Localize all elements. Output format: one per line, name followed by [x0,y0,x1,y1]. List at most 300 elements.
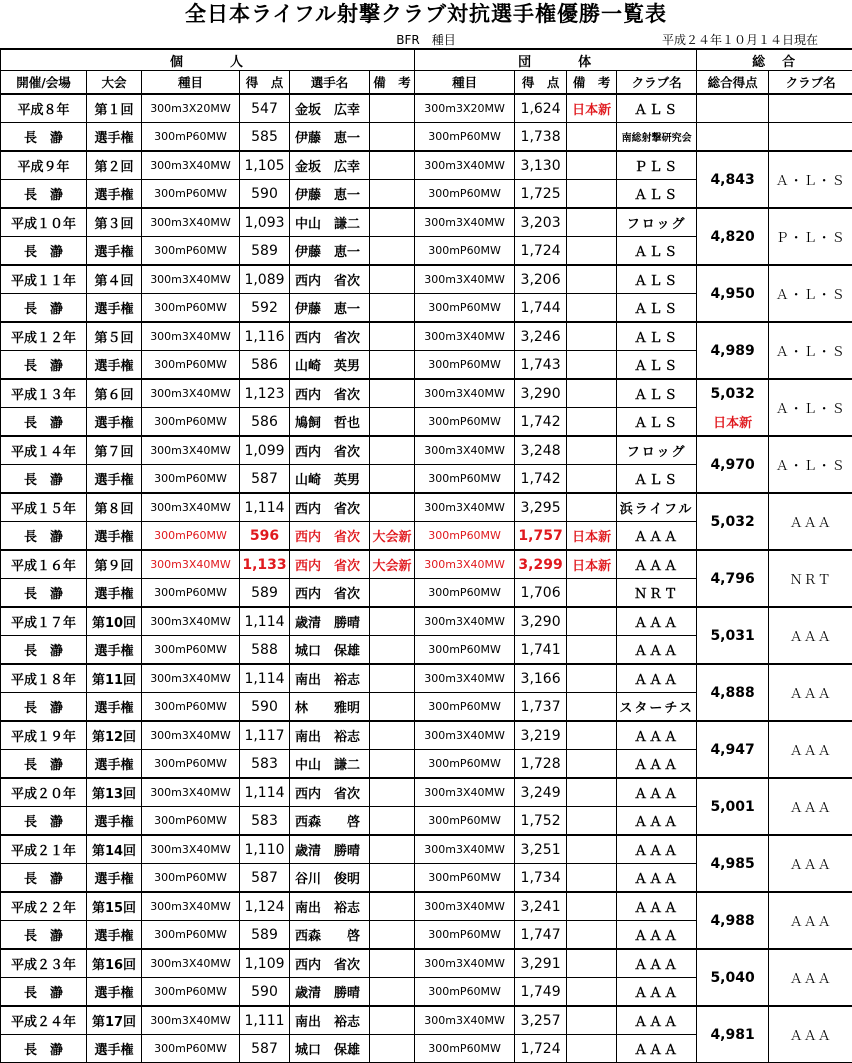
table-row [1,1006,852,1035]
player-cell: 南出 裕志 [290,892,370,921]
team-score-cell: 3,219 [515,721,567,750]
type-cell: 選手権 [87,1035,142,1063]
venue-cell: 長 瀞 [1,807,87,836]
team-score-cell: 3,251 [515,835,567,864]
year-cell: 平成２０年 [1,778,87,807]
event-cell: 300mP60MW [142,123,240,152]
meet-cell: 第９回 [87,550,142,579]
team-event-cell: 300mP60MW [415,237,515,266]
col-score: 得 点 [240,71,290,95]
total-club-cell: Ａ・Ｌ・Ｓ [769,265,852,322]
year-cell: 平成１９年 [1,721,87,750]
event-cell: 300m3X40MW [142,265,240,294]
team-event-cell: 300m3X40MW [415,493,515,522]
player-cell: 西内 省次 [290,379,370,408]
venue-cell: 長 瀞 [1,636,87,665]
player-cell: 西内 省次 [290,322,370,351]
team-score-cell: 1,724 [515,1035,567,1063]
team-event-cell: 300m3X40MW [415,550,515,579]
type-cell: 選手権 [87,465,142,494]
score-cell: 585 [240,123,290,152]
table-row [1,123,852,152]
note-cell: 大会新 [370,550,415,579]
note-cell [370,151,415,180]
event-cell: 300m3X40MW [142,379,240,408]
club-cell: ＡＡＡ [617,721,697,750]
team-event-cell: 300mP60MW [415,750,515,779]
team-score-cell: 3,248 [515,436,567,465]
note-cell [370,1006,415,1035]
team-event-cell: 300mP60MW [415,294,515,323]
as-of-date: 平成２４年１０月１４日現在 [662,31,818,48]
type-cell: 選手権 [87,522,142,551]
venue-cell: 長 瀞 [1,1035,87,1063]
club-cell: ＡＬＳ [617,294,697,323]
type-cell: 選手権 [87,693,142,722]
event-cell: 300mP60MW [142,1035,240,1063]
team-note-cell [567,636,617,665]
total-club-cell: Ａ・Ｌ・Ｓ [769,322,852,379]
event-cell: 300m3X40MW [142,835,240,864]
event-cell: 300m3X40MW [142,550,240,579]
note-cell [370,237,415,266]
total-cell: 4,950 [697,265,769,322]
player-cell: 西森 啓 [290,921,370,950]
team-note-cell [567,978,617,1007]
club-cell: ＡＬＳ [617,379,697,408]
team-score-cell: 3,249 [515,778,567,807]
team-score-cell: 1,738 [515,123,567,152]
year-cell: 平成１４年 [1,436,87,465]
team-event-cell: 300m3X40MW [415,778,515,807]
event-cell: 300mP60MW [142,693,240,722]
player-cell: 西内 省次 [290,778,370,807]
total-cell [697,123,769,152]
team-event-cell: 300m3X40MW [415,322,515,351]
club-cell: フロッグ [617,208,697,237]
team-score-cell: 1,742 [515,408,567,437]
player-cell: 谷川 俊明 [290,864,370,893]
club-cell: ＰＬＳ [617,151,697,180]
team-note-cell [567,664,617,693]
team-score-cell: 3,257 [515,1006,567,1035]
player-cell: 山崎 英男 [290,351,370,380]
club-cell: ＡＡＡ [617,1035,697,1063]
team-event-cell: 300m3X40MW [415,436,515,465]
total-cell: 4,796 [697,550,769,607]
total-club-cell: ＮＲＴ [769,550,852,607]
player-cell: 伊藤 恵一 [290,123,370,152]
event-cell: 300mP60MW [142,294,240,323]
event-cell: 300m3X20MW [142,94,240,123]
note-cell [370,693,415,722]
type-cell: 選手権 [87,579,142,608]
col-club: クラブ名 [617,71,697,95]
type-cell: 選手権 [87,864,142,893]
note-cell [370,835,415,864]
team-score-cell: 3,290 [515,379,567,408]
page-title: 全日本ライフル射撃クラブ対抗選手権優勝一覧表 [0,0,852,28]
table-row [1,265,852,294]
team-event-cell: 300m3X20MW [415,94,515,123]
col-note: 備 考 [370,71,415,95]
team-event-cell: 300m3X40MW [415,208,515,237]
table-row [1,208,852,237]
team-note-cell [567,351,617,380]
header-team: 団 体 [415,50,697,71]
player-cell: 南出 裕志 [290,1006,370,1035]
score-cell: 583 [240,807,290,836]
team-score-cell: 3,291 [515,949,567,978]
year-cell: 平成１１年 [1,265,87,294]
total-club-cell: ＡＡＡ [769,664,852,721]
note-cell [370,294,415,323]
team-note-cell [567,778,617,807]
score-cell: 590 [240,180,290,209]
team-event-cell: 300mP60MW [415,807,515,836]
col-team-note: 備 考 [567,71,617,95]
note-cell [370,465,415,494]
player-cell: 中山 謙二 [290,208,370,237]
team-note-cell [567,379,617,408]
note-cell [370,208,415,237]
team-note-cell: 日本新 [567,550,617,579]
table-row [1,408,852,437]
club-cell: ＡＡＡ [617,835,697,864]
score-cell: 587 [240,465,290,494]
note-cell [370,721,415,750]
team-score-cell: 1,744 [515,294,567,323]
score-cell: 590 [240,693,290,722]
player-cell: 伊藤 恵一 [290,294,370,323]
table-row [1,892,852,921]
club-cell: ＡＡＡ [617,949,697,978]
team-event-cell: 300mP60MW [415,921,515,950]
event-cell: 300m3X40MW [142,493,240,522]
meet-cell: 第２回 [87,151,142,180]
event-cell: 300mP60MW [142,807,240,836]
type-cell: 選手権 [87,180,142,209]
team-event-cell: 300m3X40MW [415,151,515,180]
total-cell: 5,001 [697,778,769,835]
table-row [1,607,852,636]
total-cell: 4,970 [697,436,769,493]
player-cell: 鳩飼 哲也 [290,408,370,437]
year-cell: 平成２１年 [1,835,87,864]
team-event-cell: 300mP60MW [415,636,515,665]
player-cell: 歳清 勝晴 [290,835,370,864]
team-event-cell: 300mP60MW [415,693,515,722]
event-cell: 300mP60MW [142,978,240,1007]
player-cell: 西内 省次 [290,579,370,608]
table-row [1,949,852,978]
club-cell: スターチス [617,693,697,722]
event-cell: 300mP60MW [142,351,240,380]
note-cell [370,94,415,123]
team-score-cell: 1,749 [515,978,567,1007]
event-cell: 300m3X40MW [142,721,240,750]
team-event-cell: 300mP60MW [415,351,515,380]
year-cell: 平成１６年 [1,550,87,579]
event-cell: 300m3X40MW [142,322,240,351]
team-note-cell [567,436,617,465]
team-note-cell [567,465,617,494]
total-club-cell: ＡＡＡ [769,607,852,664]
team-note-cell [567,721,617,750]
col-venue: 開催/会場 [1,71,87,95]
table-row [1,778,852,807]
club-cell: ＡＡＡ [617,522,697,551]
team-score-cell: 3,299 [515,550,567,579]
venue-cell: 長 瀞 [1,522,87,551]
meet-cell: 第３回 [87,208,142,237]
year-cell: 平成１０年 [1,208,87,237]
score-cell: 1,109 [240,949,290,978]
team-note-cell [567,1035,617,1063]
year-cell: 平成２４年 [1,1006,87,1035]
team-note-cell [567,892,617,921]
venue-cell: 長 瀞 [1,123,87,152]
team-event-cell: 300m3X40MW [415,949,515,978]
team-note-cell [567,180,617,209]
meet-cell: 第12回 [87,721,142,750]
note-cell [370,379,415,408]
club-cell: ＡＡＡ [617,636,697,665]
team-note-cell [567,807,617,836]
note-cell [370,949,415,978]
team-event-cell: 300mP60MW [415,522,515,551]
score-cell: 1,093 [240,208,290,237]
club-cell: ＡＡＡ [617,807,697,836]
club-cell: ＮＲＴ [617,579,697,608]
note-cell [370,978,415,1007]
score-cell: 587 [240,1035,290,1063]
team-note-cell [567,123,617,152]
total-club-cell: ＡＡＡ [769,721,852,778]
player-cell: 西内 省次 [290,265,370,294]
team-note-cell [567,750,617,779]
team-event-cell: 300m3X40MW [415,379,515,408]
header-overall: 総 合 [697,50,852,71]
team-score-cell: 3,290 [515,607,567,636]
score-cell: 1,114 [240,778,290,807]
club-cell: ＡＡＡ [617,864,697,893]
meet-cell: 第15回 [87,892,142,921]
team-note-cell [567,208,617,237]
team-score-cell: 3,246 [515,322,567,351]
meet-cell: 第10回 [87,607,142,636]
year-cell: 平成８年 [1,94,87,123]
venue-cell: 長 瀞 [1,180,87,209]
total-club-cell: Ｐ・Ｌ・Ｓ [769,208,852,265]
note-cell [370,579,415,608]
total-club-cell: ＡＡＡ [769,493,852,550]
meet-cell: 第７回 [87,436,142,465]
score-cell: 1,114 [240,493,290,522]
player-cell: 南出 裕志 [290,664,370,693]
meet-cell: 第14回 [87,835,142,864]
event-cell: 300mP60MW [142,522,240,551]
year-cell: 平成１２年 [1,322,87,351]
player-cell: 山崎 英男 [290,465,370,494]
venue-cell: 長 瀞 [1,237,87,266]
note-cell [370,864,415,893]
note-cell [370,408,415,437]
total-club-cell: ＡＡＡ [769,1006,852,1063]
team-score-cell: 1,737 [515,693,567,722]
team-note-cell [567,237,617,266]
team-score-cell: 3,241 [515,892,567,921]
type-cell: 選手権 [87,921,142,950]
score-cell: 1,116 [240,322,290,351]
event-cell: 300mP60MW [142,864,240,893]
header-individual: 個 人 [1,50,415,71]
venue-cell: 長 瀞 [1,750,87,779]
team-score-cell: 1,734 [515,864,567,893]
player-cell: 金坂 広幸 [290,151,370,180]
type-cell: 選手権 [87,237,142,266]
club-cell: ＡＡＡ [617,664,697,693]
team-note-cell [567,408,617,437]
team-event-cell: 300m3X40MW [415,607,515,636]
total-cell: 4,843 [697,151,769,208]
col-team-score: 得 点 [515,71,567,95]
player-cell: 金坂 広幸 [290,94,370,123]
team-event-cell: 300mP60MW [415,465,515,494]
col-total-club: クラブ名 [769,71,852,95]
table-row [1,94,852,123]
team-score-cell: 1,728 [515,750,567,779]
score-cell: 1,099 [240,436,290,465]
score-cell: 592 [240,294,290,323]
club-cell: ＡＡＡ [617,750,697,779]
year-cell: 平成１５年 [1,493,87,522]
meet-cell: 第６回 [87,379,142,408]
event-cell: 300mP60MW [142,636,240,665]
player-cell: 南出 裕志 [290,721,370,750]
table-row [1,322,852,351]
team-note-cell [567,265,617,294]
results-table [0,49,852,1063]
score-cell: 1,117 [240,721,290,750]
note-cell [370,1035,415,1063]
team-event-cell: 300mP60MW [415,123,515,152]
club-cell: ＡＡＡ [617,978,697,1007]
player-cell: 伊藤 恵一 [290,237,370,266]
player-cell: 西内 省次 [290,522,370,551]
total-cell: 5,032 [697,493,769,550]
club-cell: ＡＡＡ [617,892,697,921]
col-meet: 大会 [87,71,142,95]
club-cell: フロッグ [617,436,697,465]
total-club-cell: ＡＡＡ [769,835,852,892]
club-cell: ＡＡＡ [617,550,697,579]
score-cell: 1,114 [240,664,290,693]
player-cell: 城口 保雄 [290,1035,370,1063]
event-cell: 300mP60MW [142,579,240,608]
total-club-cell: ＡＡＡ [769,949,852,1006]
type-cell: 選手権 [87,294,142,323]
team-event-cell: 300m3X40MW [415,664,515,693]
club-cell: ＡＡＡ [617,921,697,950]
team-note-cell [567,294,617,323]
score-cell: 588 [240,636,290,665]
team-event-cell: 300m3X40MW [415,892,515,921]
team-score-cell: 1,757 [515,522,567,551]
score-cell: 1,124 [240,892,290,921]
club-cell: ＡＡＡ [617,1006,697,1035]
team-note-cell: 日本新 [567,94,617,123]
note-cell [370,322,415,351]
total-cell: 4,947 [697,721,769,778]
meet-cell: 第11回 [87,664,142,693]
club-cell: ＡＬＳ [617,237,697,266]
meet-cell: 第４回 [87,265,142,294]
note-cell: 大会新 [370,522,415,551]
table-row [1,721,852,750]
event-cell: 300m3X40MW [142,1006,240,1035]
event-cell: 300m3X40MW [142,208,240,237]
team-note-cell [567,493,617,522]
team-note-cell [567,921,617,950]
venue-cell: 長 瀞 [1,465,87,494]
team-note-cell [567,864,617,893]
player-cell: 歳清 勝晴 [290,978,370,1007]
score-cell: 1,111 [240,1006,290,1035]
score-cell: 1,114 [240,607,290,636]
team-score-cell: 1,706 [515,579,567,608]
player-cell: 歳清 勝晴 [290,607,370,636]
meet-cell: 第８回 [87,493,142,522]
team-score-cell: 1,624 [515,94,567,123]
event-cell: 300m3X40MW [142,949,240,978]
meet-cell: 第17回 [87,1006,142,1035]
event-cell: 300mP60MW [142,465,240,494]
total-cell: 4,988 [697,892,769,949]
type-cell: 選手権 [87,408,142,437]
year-cell: 平成２３年 [1,949,87,978]
total-cell: 4,981 [697,1006,769,1063]
score-cell: 596 [240,522,290,551]
club-cell: ＡＬＳ [617,408,697,437]
total-cell: 4,820 [697,208,769,265]
event-subtitle: BFR 種目 [0,31,852,48]
score-cell: 1,105 [240,151,290,180]
club-cell: ＡＬＳ [617,180,697,209]
meet-cell: 第１回 [87,94,142,123]
event-cell: 300mP60MW [142,408,240,437]
venue-cell: 長 瀞 [1,864,87,893]
total-note-cell: 日本新 [697,408,769,437]
venue-cell: 長 瀞 [1,978,87,1007]
score-cell: 583 [240,750,290,779]
club-cell: ＡＡＡ [617,778,697,807]
event-cell: 300mP60MW [142,180,240,209]
player-cell: 中山 謙二 [290,750,370,779]
club-cell: ＡＬＳ [617,322,697,351]
col-team-event: 種目 [415,71,515,95]
team-score-cell: 1,725 [515,180,567,209]
player-cell: 城口 保雄 [290,636,370,665]
team-event-cell: 300m3X40MW [415,835,515,864]
year-cell: 平成２２年 [1,892,87,921]
team-note-cell [567,835,617,864]
note-cell [370,180,415,209]
team-event-cell: 300m3X40MW [415,1006,515,1035]
col-event: 種目 [142,71,240,95]
note-cell [370,351,415,380]
team-score-cell: 1,742 [515,465,567,494]
